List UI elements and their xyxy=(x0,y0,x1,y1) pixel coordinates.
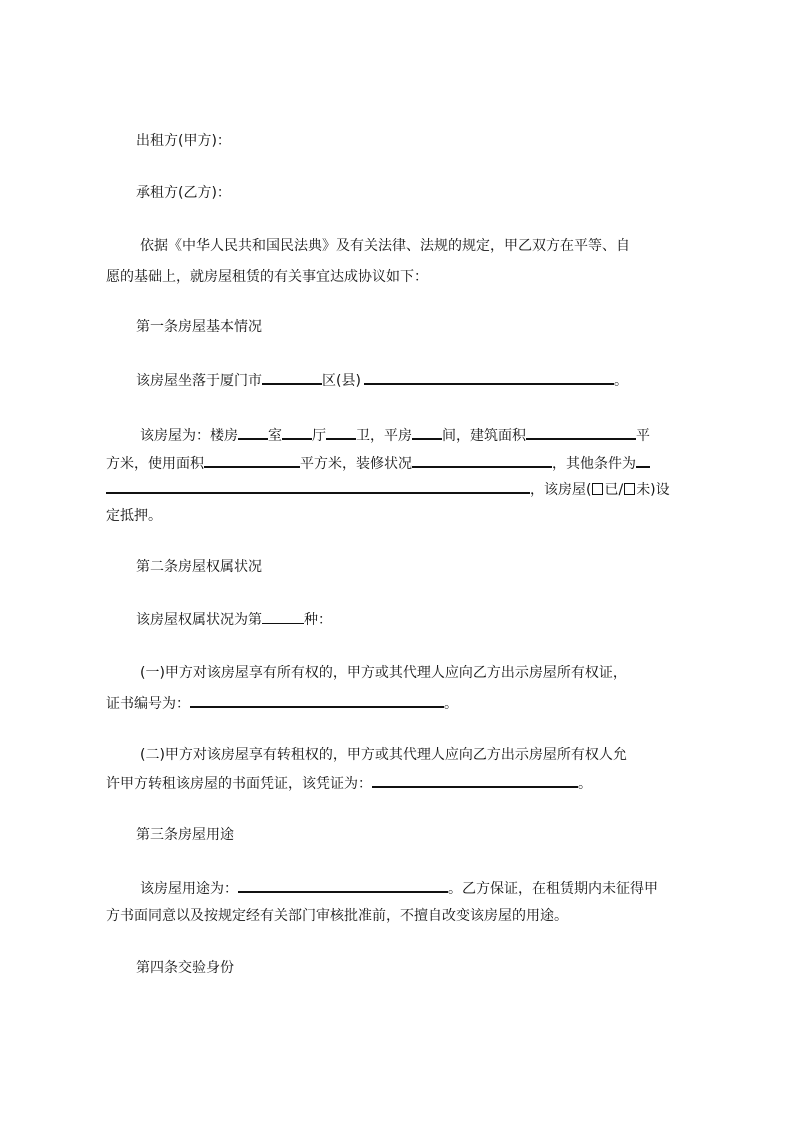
preamble-line-1: 依据《中华人民共和国民法典》及有关法律、法规的规定，甲乙双方在平等、自 xyxy=(140,238,630,254)
desc-text-a: 该房屋为：楼房 xyxy=(140,428,238,444)
preamble-line-2: 愿的基础上，就房屋租赁的有关事宜达成协议如下： xyxy=(106,269,428,285)
desc-text-h: 平方米，装修状况 xyxy=(300,456,412,472)
option-2-line-1: (二)甲方对该房屋享有转租权的，甲方或其代理人应向乙方出示房屋所有权人允 xyxy=(140,747,627,763)
rooms-blank[interactable] xyxy=(238,425,268,440)
kind-text-b: 种： xyxy=(304,612,332,628)
certificate-number-blank[interactable] xyxy=(190,693,444,708)
usage-line-2: 方书面同意以及按规定经有关部门审核批准前，不擅自改变该房屋的用途。 xyxy=(106,908,568,924)
decoration-blank[interactable] xyxy=(412,453,552,468)
building-area-blank[interactable] xyxy=(526,425,636,440)
desc-text-l: 未)设 xyxy=(636,482,670,498)
mortgaged-checkbox[interactable] xyxy=(592,483,603,495)
lessor-line: 出租方(甲方)： xyxy=(136,133,231,149)
desc-text-f: 平 xyxy=(636,428,650,444)
desc-text-e: 间，建筑面积 xyxy=(442,428,526,444)
article-4-title: 第四条交验身份 xyxy=(136,960,234,976)
usage-text-b: 。乙方保证，在租赁期内未征得甲 xyxy=(448,881,658,897)
option-1-line-2 xyxy=(106,693,458,714)
kind-text-a: 该房屋权属状况为第 xyxy=(136,612,262,628)
usage-line-1 xyxy=(140,878,658,899)
option-1-line-1: (一)甲方对该房屋享有所有权的，甲方或其代理人应向乙方出示房屋所有权证， xyxy=(140,665,627,681)
desc-text-i: ，其他条件为 xyxy=(552,456,636,472)
desc-text-k: 已/ xyxy=(604,482,624,498)
voucher-blank[interactable] xyxy=(372,773,578,788)
desc-text-b: 室 xyxy=(268,428,282,444)
desc-text-c: 厅 xyxy=(312,428,326,444)
desc-text-j: ，该房屋( xyxy=(530,482,592,498)
desc-line-1 xyxy=(140,425,650,446)
desc-line-2 xyxy=(106,453,650,474)
certificate-label: 证书编号为： xyxy=(106,696,190,712)
desc-line-4: 定抵押。 xyxy=(106,508,162,524)
location-text-c: 。 xyxy=(613,373,628,389)
lessee-line: 承租方(乙方)： xyxy=(136,185,231,201)
desc-text-d: 卫，平房 xyxy=(356,428,412,444)
usage-label: 该房屋用途为： xyxy=(140,881,238,897)
option-2-line-2 xyxy=(106,773,592,794)
voucher-label: 许甲方转租该房屋的书面凭证，该凭证为： xyxy=(106,776,372,792)
article-2-title: 第二条房屋权属状况 xyxy=(136,559,262,575)
district-blank[interactable] xyxy=(262,370,322,385)
other-conditions-blank-start[interactable] xyxy=(636,453,650,468)
baths-blank[interactable] xyxy=(326,425,356,440)
voucher-end: 。 xyxy=(578,776,592,792)
article-1-title: 第一条房屋基本情况 xyxy=(136,319,262,335)
desc-text-g: 方米，使用面积 xyxy=(106,456,204,472)
usage-blank[interactable] xyxy=(238,878,448,893)
location-line xyxy=(136,370,628,391)
location-text-b: 区(县) xyxy=(322,373,361,389)
bungalow-rooms-blank[interactable] xyxy=(412,425,442,440)
ownership-kind-line xyxy=(136,610,332,630)
kind-blank[interactable] xyxy=(262,610,304,624)
certificate-end: 。 xyxy=(444,696,458,712)
article-3-title: 第三条房屋用途 xyxy=(136,827,234,843)
usable-area-blank[interactable] xyxy=(204,453,300,468)
desc-line-3 xyxy=(106,479,670,500)
other-conditions-blank[interactable] xyxy=(106,479,530,494)
not-mortgaged-checkbox[interactable] xyxy=(624,483,635,495)
address-blank[interactable] xyxy=(364,370,614,385)
location-text-a: 该房屋坐落于厦门市 xyxy=(136,373,262,389)
halls-blank[interactable] xyxy=(282,425,312,440)
